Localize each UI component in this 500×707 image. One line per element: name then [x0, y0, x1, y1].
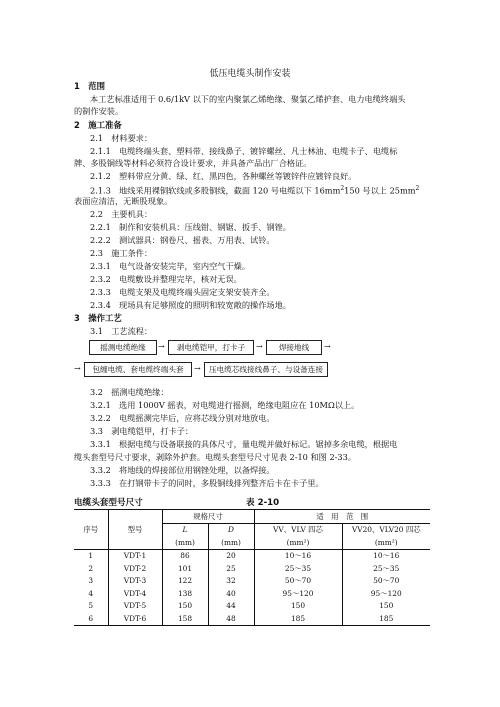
- table-row: [74, 562, 430, 575]
- header-index: 序号: [74, 510, 108, 550]
- clause-2-1-3-cont: 表面应清洁，无断股现象。: [74, 196, 173, 206]
- table-cell-vv20: 185: [342, 612, 430, 625]
- clause-3-3-1: 3.3.1 根据电缆与设备联接的具体尺寸，量电缆并做好标记。锯掉多余电缆，根据电: [90, 439, 398, 449]
- table-cell-no: 1: [88, 551, 94, 561]
- table-cell-D: 32: [208, 575, 254, 588]
- header-D: D: [208, 523, 254, 536]
- table-cell-model: VDT-4: [108, 587, 162, 600]
- table-cell-L: 158: [162, 612, 208, 625]
- table-cell-vv20: 10～16: [342, 549, 430, 562]
- unit-L: (mm): [162, 536, 208, 549]
- header-vv20: VV20、VLV20 四芯: [342, 523, 430, 536]
- table-cell-vv: 185: [254, 612, 342, 625]
- clause-3-1: 3.1 工艺流程：: [90, 326, 153, 336]
- flow-arrow-icon: →: [74, 364, 81, 373]
- table-cell-vv20: 95～120: [342, 587, 430, 600]
- table-row: [74, 600, 430, 613]
- table-cell-D: 25: [208, 562, 254, 575]
- clause-3-3: 3.3 剥电缆铠甲，打卡子：: [90, 426, 194, 436]
- table-row: [74, 587, 430, 600]
- table-cell-model: VDT-3: [108, 575, 162, 588]
- unit-vv: (mm²): [254, 536, 342, 549]
- section-2-heading: 2 施工准备: [74, 120, 122, 130]
- table-number: 表 2-10: [246, 498, 280, 508]
- clause-2-1-1-cont: 牌、多股铜线等材料必须符合设计要求，并具备产品出厂合格证。: [74, 158, 312, 168]
- table-cell-vv20: 25～35: [342, 562, 430, 575]
- flow-arrow-icon: →: [324, 342, 331, 351]
- table-cell-no: 4: [88, 588, 94, 598]
- table-row: [74, 549, 430, 562]
- clause-2-2-1: 2.2.1 制作和安装机具：压线钳、钢锯、扳手、钢锉。: [90, 222, 291, 232]
- clause-2-1-3: 2.1.3 地线采用裸铜软线或多股铜线，截面 120 号电缆以下 $16mm^2150$ 号以上 $25mm^2$: [90, 185, 420, 196]
- table-cell-vv: 50～70: [254, 575, 342, 588]
- clause-3-3-1-cont: 缆头套型号尺寸要求，剥除外护套。电缆头套型号尺寸见表 2-10 和图 2-33。: [74, 452, 357, 462]
- table-row: [74, 612, 430, 625]
- clause-3-2: 3.2 摇测电缆绝缘：: [90, 387, 169, 397]
- section-1-text-cont: 的制作安装。: [74, 106, 124, 116]
- flow-step-2: 剥电缆铠甲，打卡子: [168, 340, 254, 355]
- flow-arrow-icon: →: [158, 342, 165, 351]
- table-cell-D: 20: [208, 549, 254, 562]
- flow-arrow-icon: →: [194, 364, 201, 373]
- clause-2-3-3: 2.3.3 电缆支架及电缆终端头固定支架安装齐全。: [90, 287, 275, 297]
- clause-2-1-2: 2.1.2 塑料带应分黄、绿、红、黑四色，各种螺丝等镀锌件应镀锌良好。: [90, 171, 357, 181]
- header-L: L: [162, 523, 208, 536]
- table-caption: 电缆头套型号尺寸: [74, 498, 143, 508]
- header-scope: 适 用 范 围: [254, 510, 430, 524]
- table-cell-no: 2: [88, 563, 94, 573]
- table-row: [74, 575, 430, 588]
- clause-3-2-1: 3.2.1 选用 1000V 摇表，对电缆进行摇测，绝缘电阻应在 10MΩ以上。: [90, 400, 360, 410]
- doc-title: 低压电缆头制作安装: [209, 69, 291, 79]
- flow-arrow-icon: →: [256, 342, 263, 351]
- clause-3-3-3: 3.3.3 在打钢带卡子的同时，多股铜线排列整齐后卡在卡子里。: [90, 478, 324, 488]
- table-cell-L: 101: [162, 562, 208, 575]
- header-spec: 规格尺寸: [162, 510, 254, 524]
- clause-3-3-2: 3.3.2 将地线的焊接部位用钢锉处理，以备焊接。: [90, 465, 275, 475]
- table-cell-model: VDT-1: [108, 549, 162, 562]
- table-cell-vv: 95～120: [254, 587, 342, 600]
- clause-2-3-4: 2.3.4 现场具有足够照度的照明和较宽敞的操作场地。: [90, 300, 291, 310]
- clause-3-2-2: 3.2.2 电缆摇测完毕后，应将芯线分别对地放电。: [90, 413, 275, 423]
- clause-2-2-2: 2.2.2 测试器具：钢卷尺、摇表、万用表、试铃。: [90, 235, 275, 245]
- unit-vv20: (mm²): [342, 536, 430, 549]
- cable-head-spec-table: [74, 509, 430, 626]
- flow-step-3: 焊接地线: [266, 340, 322, 355]
- table-cell-D: 44: [208, 600, 254, 613]
- table-cell-vv: 10～16: [254, 549, 342, 562]
- table-cell-vv: 150: [254, 600, 342, 613]
- table-cell-model: VDT-5: [108, 600, 162, 613]
- clause-2-2: 2.2 主要机具：: [90, 209, 153, 219]
- section-1-heading: 1 范围: [74, 81, 105, 91]
- clause-2-1-1: 2.1.1 电缆终端头套、塑料带、接线鼻子、镀锌螺丝、凡士林油、电缆卡子、电缆标: [90, 146, 398, 156]
- section-3-heading: 3 操作工艺: [74, 313, 122, 323]
- table-cell-D: 48: [208, 612, 254, 625]
- table-cell-vv20: 50～70: [342, 575, 430, 588]
- table-cell-L: 150: [162, 600, 208, 613]
- unit-D: (mm): [208, 536, 254, 549]
- table-cell-no: 3: [88, 576, 94, 586]
- table-cell-L: 122: [162, 575, 208, 588]
- table-cell-model: VDT-2: [108, 562, 162, 575]
- clause-2-3: 2.3 施工条件：: [90, 248, 153, 258]
- section-1-text: 本工艺标准适用于 0.6/1kV 以下的室内聚氯乙烯绝缘、聚氯乙烯护套、电力电缆终端头: [90, 94, 406, 104]
- table-cell-vv20: 150: [342, 600, 430, 613]
- header-model: 型号: [108, 510, 162, 550]
- header-vv: VV、VLV 四芯: [254, 523, 342, 536]
- flow-step-5: 压电缆芯线接线鼻子、与设备连接: [204, 362, 328, 377]
- clause-2-1: 2.1 材料要求：: [90, 133, 153, 143]
- table-cell-D: 40: [208, 587, 254, 600]
- table-cell-model: VDT-6: [108, 612, 162, 625]
- table-cell-L: 86: [162, 549, 208, 562]
- table-body: [74, 549, 430, 625]
- flow-step-4: 包缠电缆、套电缆终端头套: [84, 362, 192, 377]
- table-cell-L: 138: [162, 587, 208, 600]
- clause-2-3-1: 2.3.1 电气设备安装完毕，室内空气干燥。: [90, 261, 251, 271]
- table-cell-vv: 25～35: [254, 562, 342, 575]
- clause-2-3-2: 2.3.2 电缆敷设并整理完毕，核对无误。: [90, 274, 242, 284]
- table-cell-no: 5: [88, 601, 94, 611]
- table-cell-no: 6: [74, 612, 108, 625]
- flow-step-1: 摇测电缆绝缘: [89, 340, 157, 355]
